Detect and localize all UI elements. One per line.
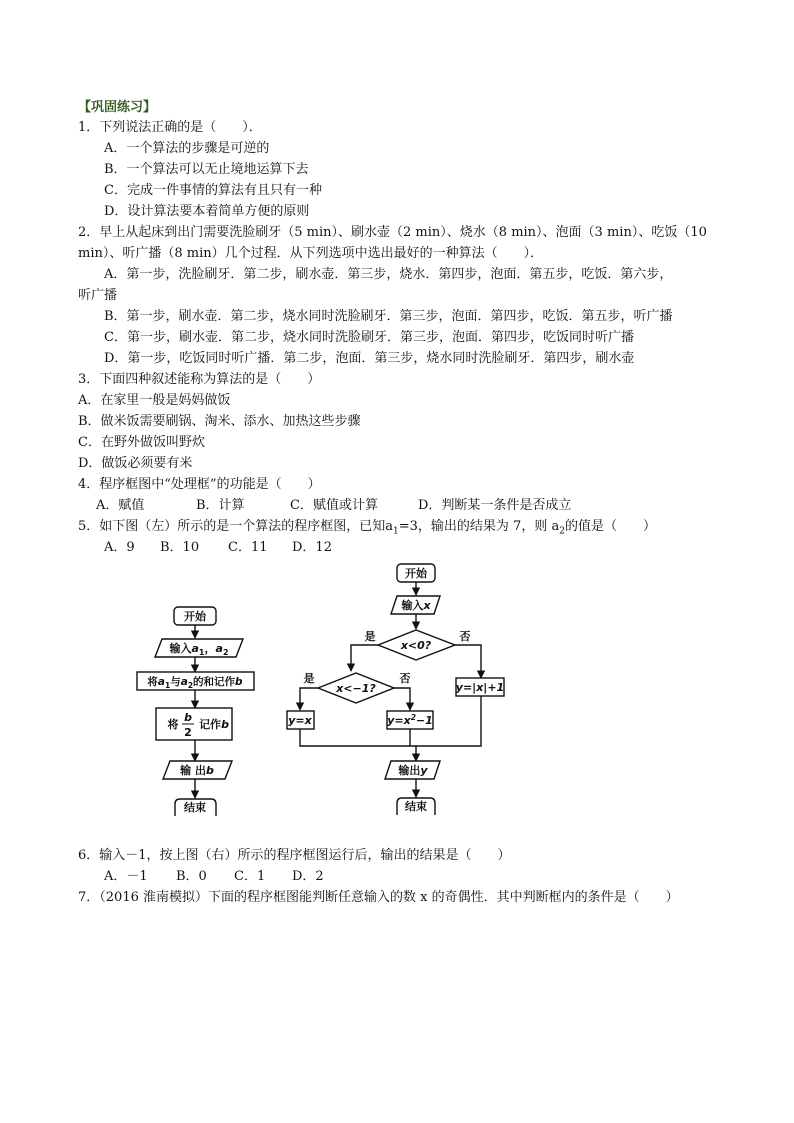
flowchart-left: [137, 607, 254, 816]
q6-stem: 6．输入－1，按上图（右）所示的程序框图运行后，输出的结果是（ ）: [78, 848, 511, 863]
q1-option-c: C．完成一件事情的算法有且只有一种: [104, 183, 322, 198]
right-start-label: 开始: [405, 567, 427, 580]
q5-option-a: A．9: [104, 540, 135, 555]
section-title: 【巩固练习】: [78, 100, 157, 115]
q2-option-a-line2: 听广播: [78, 288, 118, 303]
right-yes-2: 是: [303, 672, 315, 685]
q3-option-b: B．做米饭需要刷锅、淘米、添水、加热这些步骤: [78, 414, 361, 429]
q7-stem: 7．（2016 淮南模拟）下面的程序框图能判断任意输入的数 x 的奇偶性．其中判断框内的条件是（ ）: [78, 890, 679, 905]
right-no-1: 否: [459, 630, 471, 643]
q2-option-c: C．第一步，刷水壶．第二步，烧水同时洗脸刷牙．第三步，泡面．第四步，吃饭同时听广播: [104, 330, 634, 345]
q4-option-a: A．赋值: [96, 498, 145, 513]
right-process-square-label: $y=x^2-1$: [387, 713, 433, 727]
left-end-label: 结束: [184, 801, 206, 814]
left-frac-numerator: b: [184, 711, 192, 724]
right-process-abs-label: y=|x|+1: [455, 681, 505, 694]
right-no-2: 否: [399, 672, 411, 685]
left-output-label: 输 出b: [180, 764, 214, 777]
q2-stem-line1: 2．早上从起床到出门需要洗脸刷牙（5 min）、刷水壶（2 min）、烧水（8 min）、泡面（3 min）、吃饭（10: [78, 225, 707, 240]
q1-stem: 1．下列说法正确的是（ ）．: [78, 120, 262, 135]
q5-option-b: B．10: [160, 540, 200, 555]
q5-option-c: C．11: [228, 540, 268, 555]
right-decision-2-label: x<−1?: [336, 682, 376, 695]
right-decision-1-label: x<0?: [400, 639, 432, 652]
q4-option-b: B．计算: [196, 498, 245, 513]
right-output-label: 输出y: [398, 764, 428, 777]
q2-option-b: B．第一步，刷水壶．第二步，烧水同时洗脸刷牙．第三步，泡面．第四步，吃饭．第五步，听广播: [104, 309, 673, 324]
right-end-label: 结束: [405, 800, 427, 813]
q2-stem-line2: min）、听广播（8 min）几个过程．从下列选项中选出最好的一种算法（ ）．: [78, 246, 544, 261]
q2-option-a-line1: A．第一步，洗脸刷牙．第二步，刷水壶．第三步，烧水．第四步，泡面．第五步，吃饭．第六步，: [104, 267, 673, 282]
left-process-half-suffix: 记作b: [199, 718, 229, 731]
left-process-half-prefix: 将: [167, 718, 179, 731]
left-start-label: 开始: [184, 610, 206, 623]
q1-option-d: D．设计算法要本着简单方便的原则: [104, 204, 310, 219]
q6-option-d: D．2: [292, 869, 324, 884]
right-input-label: 输入x: [401, 599, 431, 612]
q2-option-d: D．第一步，吃饭同时听广播．第二步，泡面．第三步，烧水同时洗脸刷牙．第四步，刷水壶: [104, 351, 635, 366]
right-yes-1: 是: [364, 630, 376, 643]
q3-option-d: D．做饭必须要有米: [78, 456, 193, 471]
q1-option-a: A．一个算法的步骤是可逆的: [104, 141, 270, 156]
q3-option-a: A．在家里一般是妈妈做饭: [78, 393, 231, 408]
left-process-sum-label: 将$a_1$与$a_2$的和记作b: [147, 676, 243, 690]
q5-option-d: D．12: [292, 540, 332, 555]
left-frac-denominator: 2: [184, 726, 192, 739]
right-process-identity-label: y=x: [288, 714, 312, 727]
flowcharts: [0, 558, 794, 828]
q1-option-b: B．一个算法可以无止境地运算下去: [104, 162, 309, 177]
q3-stem: 3．下面四种叙述能称为算法的是（ ）: [78, 372, 321, 387]
q6-option-b: B．0: [176, 869, 207, 884]
q6-option-a: A．－1: [104, 869, 148, 884]
q5-stem: 5．如下图（左）所示的是一个算法的程序框图，已知$a_1=3$，输出的结果为 7，则 $a_2$的值是（ ）: [78, 519, 656, 537]
q3-option-c: C．在野外做饭叫野炊: [78, 435, 205, 450]
q6-option-c: C．1: [234, 869, 266, 884]
q4-option-d: D．判断某一条件是否成立: [418, 498, 572, 513]
q4-option-c: C．赋值或计算: [290, 498, 378, 513]
left-input-label: 输入$a_1$，$a_2$: [169, 642, 229, 657]
q4-stem: 4．程序框图中“处理框”的功能是（ ）: [78, 477, 321, 492]
